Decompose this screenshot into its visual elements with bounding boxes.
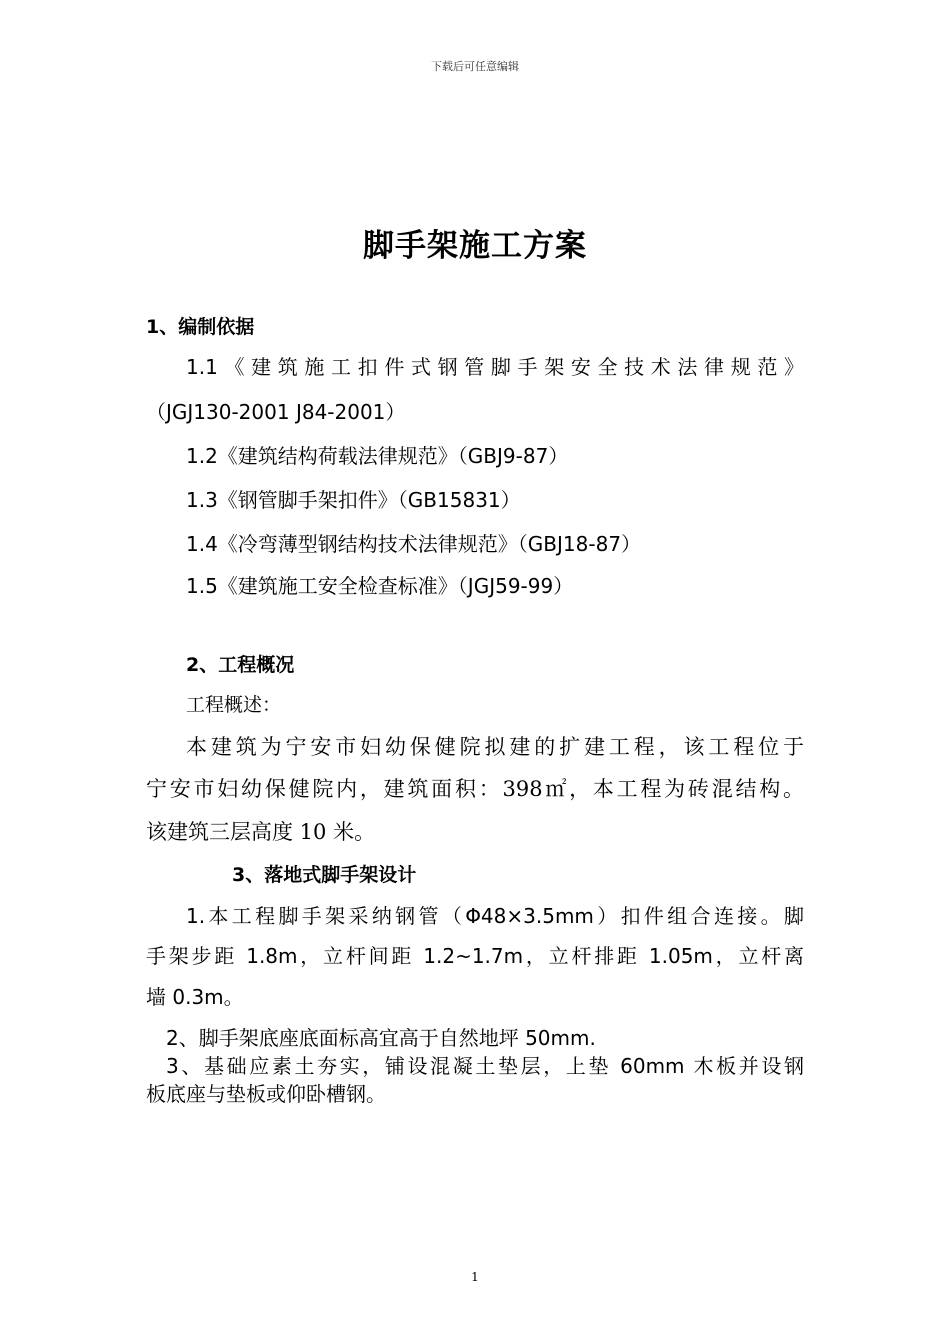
basis-item-1-4: 1.4《冷弯薄型钢结构技术法律规范》（GBJ18-87） — [186, 532, 642, 556]
design-para1-line3: 墙 0.3m。 — [146, 985, 244, 1009]
design-para3-line2: 板底座与垫板或仰卧槽钢。 — [146, 1082, 386, 1106]
overview-line2: 宁安市妇幼保健院内，建筑面积：398㎡，本工程为砖混结构。 — [146, 777, 804, 801]
basis-item-1-1-line1: 1.1《建筑施工扣件式钢管脚手架安全技术法律规范》 — [186, 355, 804, 379]
basis-item-1-5: 1.5《建筑施工安全检查标准》（JGJ59-99） — [186, 574, 574, 598]
header-note: 下载后可任意编辑 — [431, 60, 519, 73]
overview-subheading: 工程概述： — [186, 694, 282, 716]
basis-item-1-2: 1.2《建筑结构荷载法律规范》（GBJ9-87） — [186, 444, 569, 468]
section-heading-overview: 2、工程概况 — [186, 654, 295, 676]
section-heading-basis: 1、编制依据 — [146, 316, 255, 338]
design-para1-line1: 1.本工程脚手架采纳钢管（Φ48×3.5mm）扣件组合连接。脚 — [186, 904, 804, 928]
basis-item-1-3: 1.3《钢管脚手架扣件》（GB15831） — [186, 488, 521, 512]
design-para1-line2: 手架步距 1.8m，立杆间距 1.2~1.7m，立杆排距 1.05m，立杆离 — [146, 944, 804, 968]
basis-item-1-1-line2: （JGJ130-2001 J84-2001） — [146, 400, 406, 424]
overview-line1: 本建筑为宁安市妇幼保健院拟建的扩建工程，该工程位于 — [186, 735, 804, 759]
section-heading-design: 3、落地式脚手架设计 — [232, 864, 417, 886]
design-para3-line1: 3、基础应素土夯实，铺设混凝土垫层，上垫 60mm 木板并设钢 — [166, 1054, 804, 1078]
page-number: 1 — [471, 1270, 479, 1284]
design-para2: 2、脚手架底座底面标高宜高于自然地坪 50mm. — [166, 1026, 596, 1050]
overview-line3: 该建筑三层高度 10 米。 — [146, 820, 376, 844]
document-title: 脚手架施工方案 — [363, 228, 587, 264]
